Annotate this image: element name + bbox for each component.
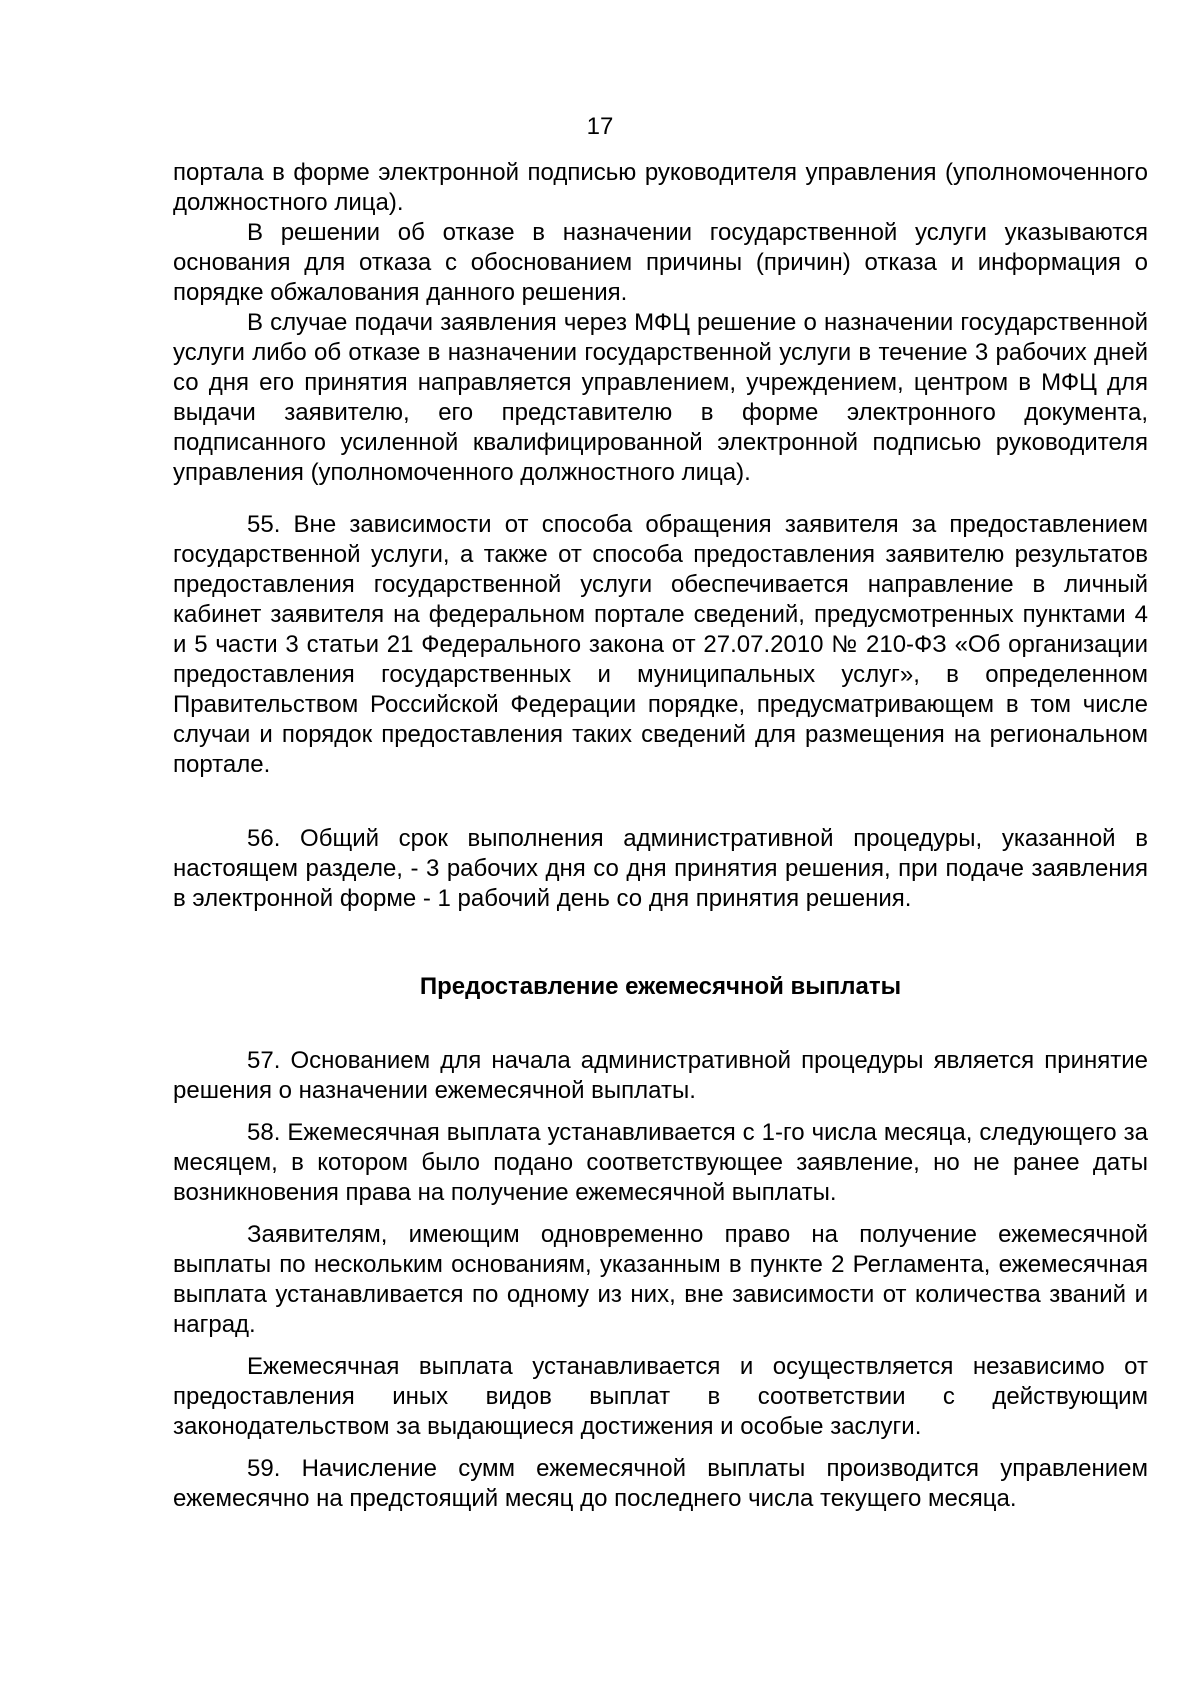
document-body [173,158,1148,1514]
paragraph-57: 57. Основанием для начала административной процедуры является принятие решения о назначении ежемесячной выплаты. [173,1047,1148,1104]
paragraph-59: 59. Начисление сумм ежемесячной выплаты производится управлением ежемесячно на предстоящий месяц до последнего числа текущего месяца. [173,1455,1148,1512]
paragraph-continuation: портала в форме электронной подписью руководителя управления (уполномоченного должностного лица). [173,159,1148,216]
paragraph-58: 58. Ежемесячная выплата устанавливается с 1-го числа месяца, следующего за месяцем, в котором было подано соответствующее заявление, но не ранее даты возникновения права на получение ежемесячной выплаты. [173,1119,1148,1206]
paragraph-55: 55. Вне зависимости от способа обращения заявителя за предоставлением государственной услуги, а также от способа предоставления заявителю результатов предоставления государственной услуги обеспечивается направление в личный кабинет заявителя на федеральном портале сведений, предусмотренных пунктами 4 и 5 части 3 статьи 21 Федерального закона от 27.07.2010 № 210-ФЗ «Об организации предоставления государственных и муниципальных услуг», в определенном Правительством Российской Федерации порядке, предусматривающем в том числе случаи и порядок предоставления таких сведений для размещения на региональном портале. [173,511,1148,778]
paragraph-mfc-decision: В случае подачи заявления через МФЦ решение о назначении государственной услуги либо об отказе в назначении государственной услуги в течение 3 рабочих дней со дня его принятия направляется управлением, учреждением, центром в МФЦ для выдачи заявителю, его представителю в форме электронного документа, подписанного усиленной квалифицированной электронной подписью руководителя управления (уполномоченного должностного лица). [173,309,1148,486]
page-number: 17 [586,113,614,140]
paragraph-independent-payment: Ежемесячная выплата устанавливается и осуществляется независимо от предоставления иных видов выплат в соответствии с действующим законодательством за выдающиеся достижения и особые заслуги. [173,1353,1148,1440]
paragraph-56: 56. Общий срок выполнения административной процедуры, указанной в настоящем разделе, - 3 рабочих дня со дня принятия решения, при подаче заявления в электронной форме - 1 рабочий день со дня принятия решения. [173,825,1148,912]
paragraph-multiple-grounds: Заявителям, имеющим одновременно право на получение ежемесячной выплаты по нескольким основаниям, указанным в пункте 2 Регламента, ежемесячная выплата устанавливается по одному из них, вне зависимости от количества званий и наград. [173,1221,1148,1338]
section-heading: Предоставление ежемесячной выплаты [419,973,902,1000]
paragraph-refusal-grounds: В решении об отказе в назначении государственной услуги указываются основания для отказа с обоснованием причины (причин) отказа и информация о порядке обжалования данного решения. [173,219,1148,306]
